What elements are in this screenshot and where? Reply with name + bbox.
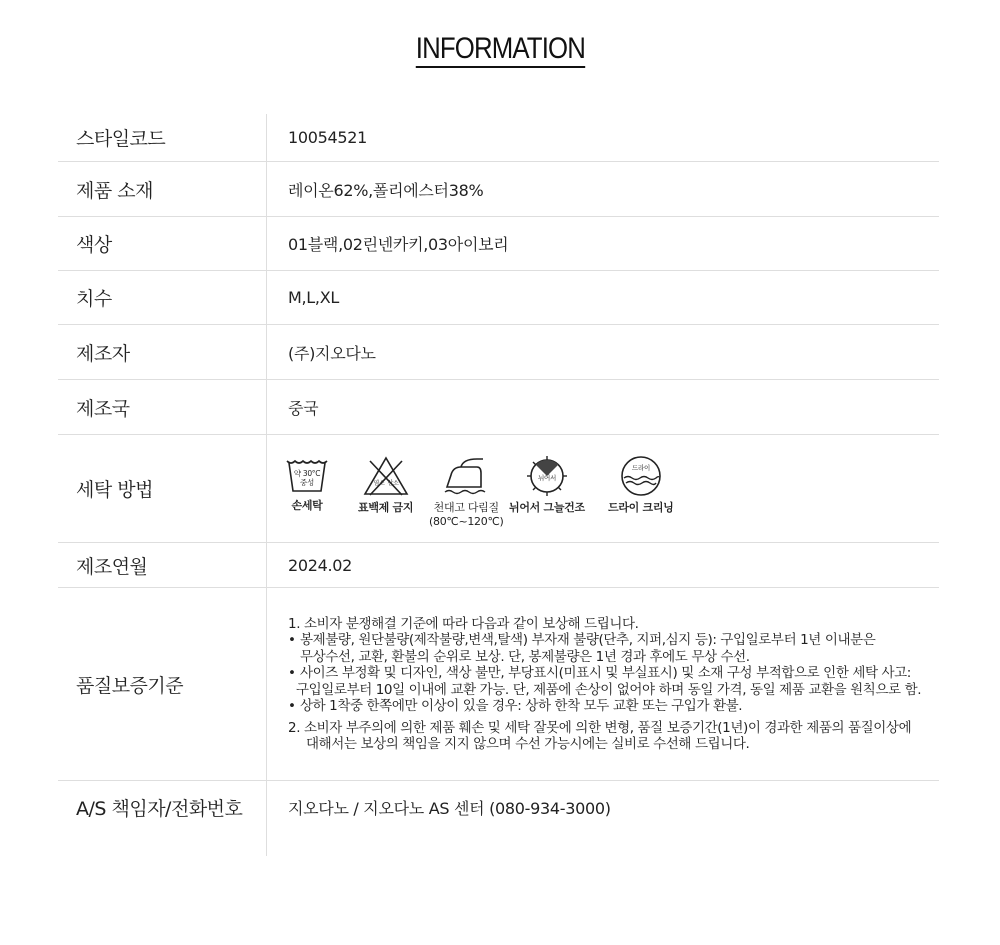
dry-clean-icon — [619, 455, 663, 497]
hand-wash-icon — [285, 455, 329, 495]
row-label: 스타일코드 — [58, 114, 267, 161]
warranty-mark: • — [288, 698, 296, 714]
hand-wash-detergent: 중성 — [300, 478, 314, 487]
warranty-line-text: 무상수선, 교환, 환불의 순위로 보상. 단, 봉제불량은 1년 경과 후에도 무상 수선. — [300, 648, 750, 665]
warranty-line — [288, 665, 911, 682]
table-row — [58, 271, 939, 325]
iron-icon — [443, 455, 489, 497]
care-row — [58, 435, 939, 543]
no-bleach-oxygen: 산소 — [387, 480, 399, 487]
row-label: 품질보증기준 — [58, 588, 267, 780]
care-icons — [267, 435, 939, 542]
warranty-row — [58, 588, 939, 781]
care-item — [285, 455, 329, 513]
row-label: 제조국 — [58, 380, 267, 434]
row-label: 치수 — [58, 271, 267, 324]
care-item — [509, 455, 585, 515]
care-caption: 뉘어서 그늘건조 — [509, 501, 585, 514]
row-value: 지오다노 / 지오다노 AS 센터 (080-934-3000) — [288, 799, 611, 818]
warranty-line — [288, 698, 742, 715]
row-value: 레이온62%,폴리에스터38% — [288, 180, 484, 200]
page-title: INFORMATION — [415, 32, 584, 68]
warranty-line — [288, 649, 750, 666]
care-item — [429, 455, 504, 529]
row-label: 제조연월 — [58, 543, 267, 587]
row-value: 01블랙,02린넨카키,03아이보리 — [288, 235, 509, 254]
row-label: 제품 소재 — [58, 162, 267, 216]
row-value: 10054521 — [288, 128, 368, 147]
shade-dry-flat-icon — [523, 455, 571, 497]
shade-dry-label: 뉘어서 — [537, 474, 556, 482]
no-bleach-icon — [362, 455, 410, 497]
warranty-line-text: 상하 1착중 한쪽에만 이상이 있을 경우: 상하 한착 모두 교환 또는 구입가 환불. — [300, 698, 743, 714]
table-row — [58, 217, 939, 271]
table-row — [58, 162, 939, 217]
warranty-mark: • — [288, 665, 296, 681]
hand-wash-temp: 약 30°C — [293, 469, 321, 478]
warranty-line — [288, 632, 875, 649]
warranty-line-text: 소비자 부주의에 의한 제품 훼손 및 세탁 잘못에 의한 변형, 품질 보증기간(1년)이 경과한 제품의 품질이상에 — [304, 719, 912, 736]
no-bleach-chlorine: 염소 — [373, 480, 385, 487]
row-label: 제조자 — [58, 325, 267, 379]
care-caption: 드라이 크리닝 — [608, 501, 674, 514]
warranty-mark: 2. — [288, 719, 301, 736]
care-caption: 손세탁 — [291, 499, 323, 512]
warranty-line — [288, 682, 921, 699]
table-row — [58, 114, 939, 162]
table-row — [58, 543, 939, 588]
care-caption-main: 천대고 다림질 — [433, 501, 499, 514]
info-table — [58, 114, 939, 856]
row-label: 색상 — [58, 217, 267, 270]
table-row — [58, 781, 939, 856]
row-label: A/S 책임자/전화번호 — [58, 781, 267, 856]
page-title-wrap — [0, 32, 1000, 68]
dry-clean-label: 드라이 — [631, 464, 650, 472]
warranty-mark: 1. — [288, 615, 301, 632]
care-item — [358, 455, 413, 515]
warranty-line — [288, 616, 639, 633]
warranty-line-text: 소비자 분쟁해결 기준에 따라 다음과 같이 보상해 드립니다. — [304, 615, 639, 632]
row-value: 2024.02 — [288, 555, 353, 575]
warranty-text — [267, 588, 939, 780]
warranty-line-text: 대해서는 보상의 책임을 지지 않으며 수선 가능시에는 실비로 수선해 드립니다. — [306, 736, 750, 752]
warranty-line-text: 봉제불량, 원단불량(제작불량,변색,탈색) 부자재 불량(단추, 지퍼,심지 등): 구입일로부터 1년 이내분은 — [300, 632, 876, 648]
table-row — [58, 380, 939, 435]
care-caption — [429, 501, 504, 529]
warranty-line-text: 사이즈 부정확 및 디자인, 색상 불만, 부당표시(미표시 및 부실표시) 및 소재 구성 부적합으로 인한 세탁 사고: — [300, 665, 911, 681]
care-caption-sub: (80℃~120℃) — [429, 515, 504, 528]
warranty-line — [288, 720, 911, 737]
warranty-line — [288, 736, 749, 753]
care-item — [608, 455, 674, 515]
warranty-mark: • — [288, 632, 296, 648]
care-caption: 표백제 금지 — [358, 501, 414, 514]
row-label: 세탁 방법 — [58, 435, 267, 542]
row-value: M,L,XL — [288, 288, 339, 307]
row-value: 중국 — [288, 398, 319, 418]
table-row — [58, 325, 939, 380]
row-value: (주)지오다노 — [288, 343, 376, 363]
warranty-line-text: 구입일로부터 10일 이내에 교환 가능. 단, 제품에 손상이 없어야 하며 동일 가격, 동일 제품 교환을 원칙으로 함. — [296, 681, 922, 698]
